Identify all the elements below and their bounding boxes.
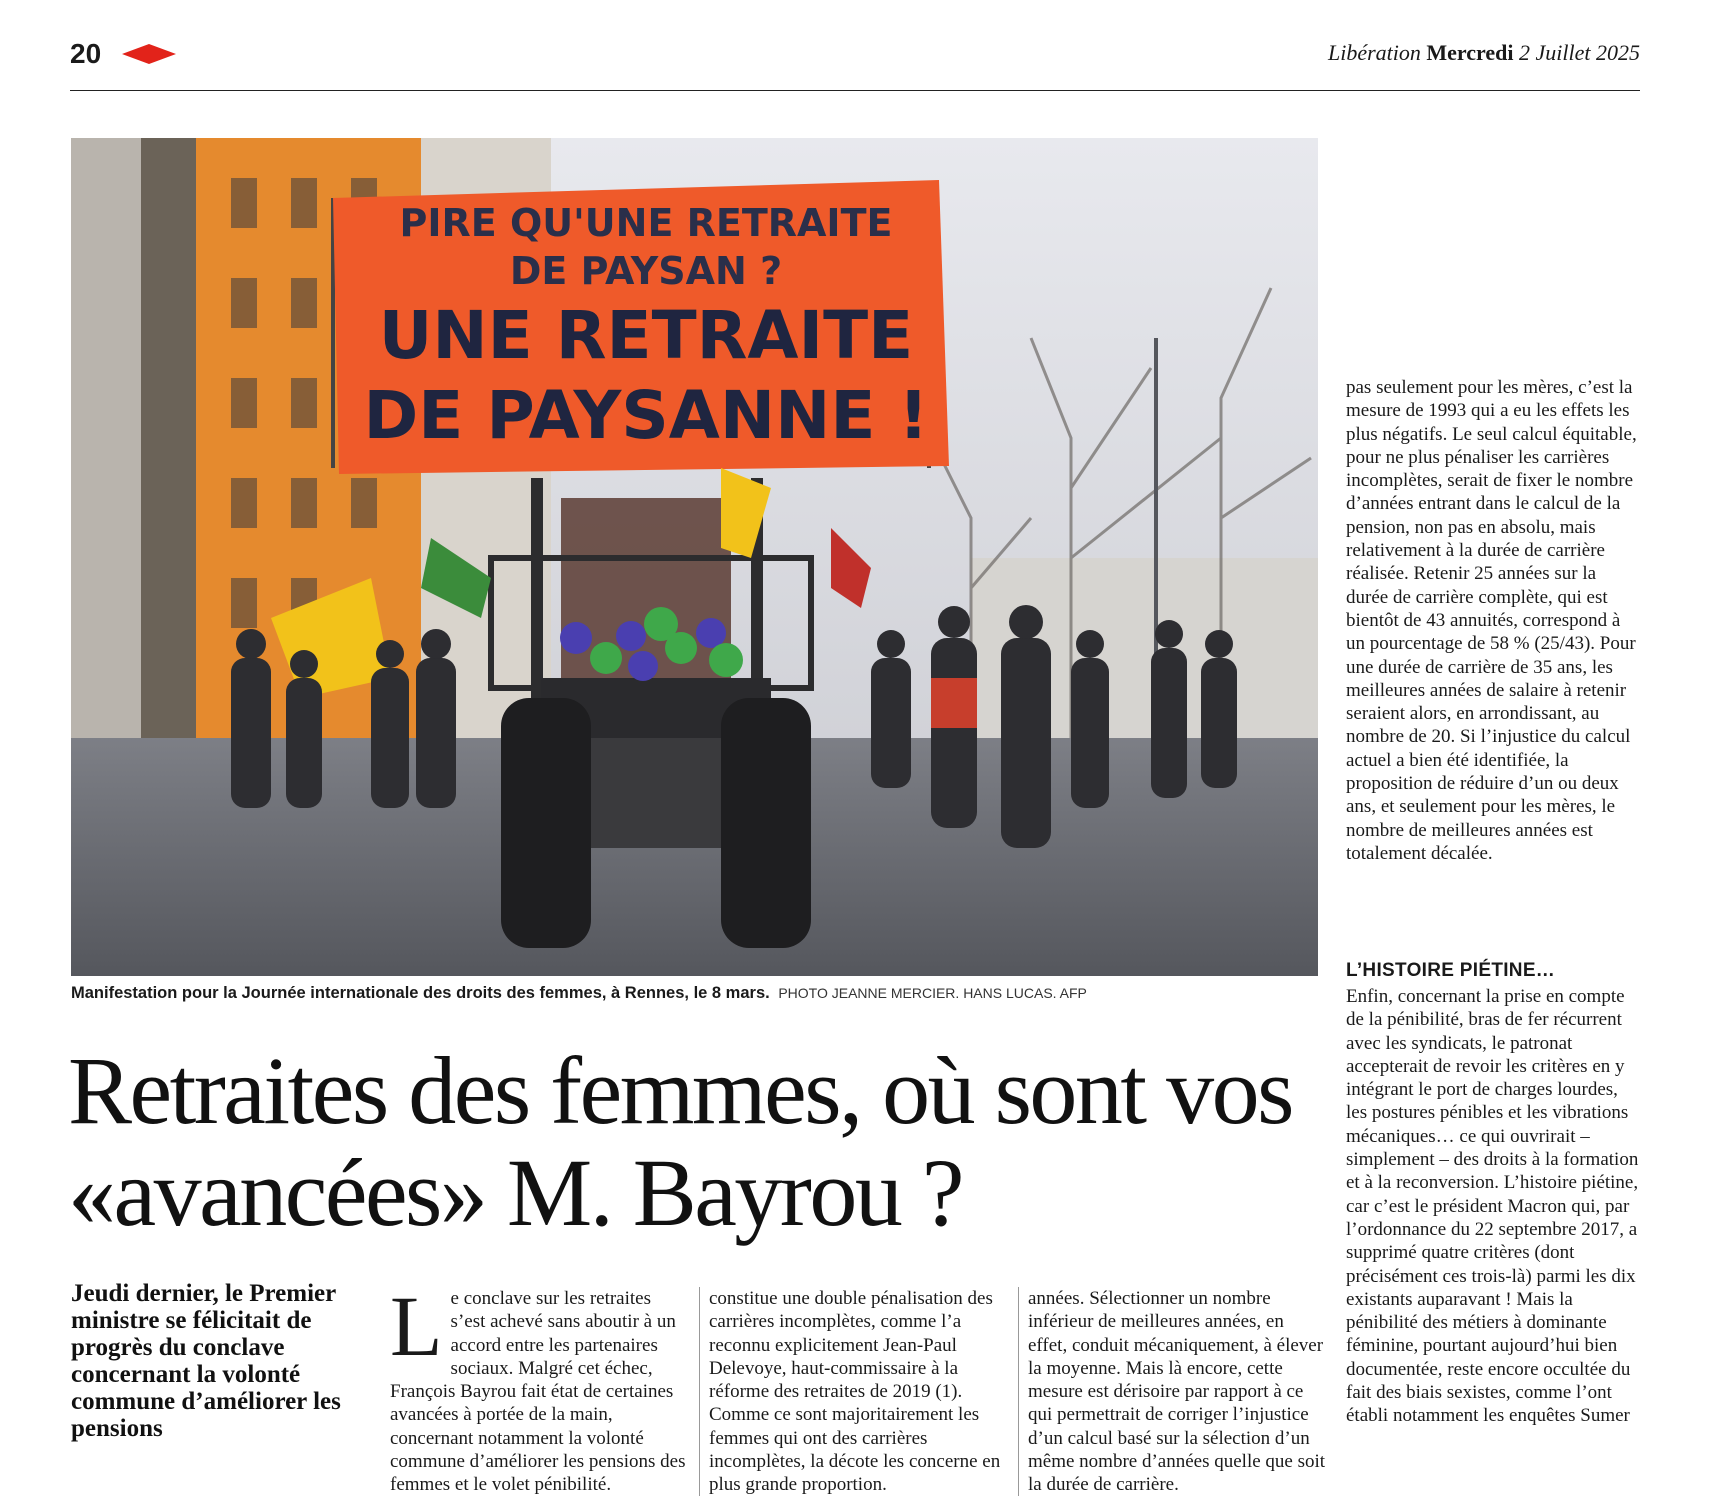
right-column-top [1346,376,1641,936]
right-text-bottom: Enfin, concernant la prise en compte de la pénibilité, bras de fer récurrent avec les syndicats, le patronat accepterait de revoir les critères en y intégrant le port de charges lourdes, les postures pénibles et les vibrations mécaniques… ce qui ouvrirait – simplement – des droits à la formation et à la reconversion. L’histoire piétine, car c’est le président Macron qui, par l’ordonnance du 22 septembre 2017, a supprimé quatre critères (dont précisément ces trois-là) parmi les dix existants auparavant ! Mais la pénibilité des métiers à dominante féminine, pourtant aujourd’hui bien documentée, reste encore occultée du fait des biais sexistes, comme l’ont établi notamment les enquêtes Sumer [1346,986,1639,1427]
right-column-bottom [1346,985,1641,1496]
body-text-2: constitue une double pénalisation des carrières incomplètes, comme l’a reconnu explicitement Jean-Paul Delevoye, haut-commissaire à la réforme des retraites de 2019 (1). Comme ce sont majoritairement les femmes qui ont des carrières incomplètes, la décote les concerne en plus grande proportion. [709,1288,1001,1496]
body-text-1: e conclave sur les retraites s’est achevé sans aboutir à un accord entre les partenaires sociaux. Malgré cet échec, François Bayrou fait état de certaines avancées à portée de la main, concernant notamment la volonté commune d’améliorer les pensions des femmes et le volet pénibilité. [390,1288,686,1496]
right-text-top: pas seulement pour les mères, c’est la mesure de 1993 qui a eu les effets les plus négatifs. Le seul calcul équitable, pour ne plus pénaliser les carrières incomplètes, serait de fixer le nombre d’années entrant dans le calcul de la pension, non pas en absolu, mais relativement à la durée de carrière réalisée. Retenir 25 années sur la durée de carrière complète, qui est bientôt de 43 annuités, correspond à un pourcentage de 58 % (25/43). Pour une durée de carrière de 35 ans, les meilleures années de salaire à retenir seraient alors, en arrondissant, au nombre de 20. Si l’injustice du calcul actuel a bien été identifiée, la proposition de réduire d’un ou deux ans, et seulement pour les mères, le nombre de meilleures années est totalement décalée. [1346,377,1637,864]
article-headline: Retraites des femmes, où sont vos «avancées» M. Bayrou ? [68,1037,1292,1246]
page-folio [70,38,1640,92]
svg-text:PIRE QU'UNE RETRAITE: PIRE QU'UNE RETRAITE [399,201,893,245]
caption-text: Manifestation pour la Journée internationale des droits des femmes, à Rennes, le 8 mars. [71,984,770,1002]
svg-text:DE PAYSANNE !: DE PAYSANNE ! [363,377,929,454]
weekday: Mercredi [1426,40,1514,65]
page-number: 20 [70,38,102,69]
article-lede: Jeudi dernier, le Premier ministre se félicitait de progrès du conclave concernant la volonté commune d’améliorer les pensions [71,1280,341,1442]
svg-text:UNE RETRAITE: UNE RETRAITE [378,297,914,374]
liberation-diamond-logo [122,44,176,64]
svg-text:DE PAYSAN ?: DE PAYSAN ? [509,249,783,293]
body-text-3: années. Sélectionner un nombre inférieur de meilleures années, en effet, conduit mécaniquement, à élever la moyenne. Mais là encore, cette mesure est dérisoire par rapport à ce qui permettrait de corriger l’injustice d’un calcul basé sur la sélection d’un même nombre d’années quelle que soit la durée de carrière. [1028,1288,1326,1496]
issue-date: 2 Juillet 2025 [1519,40,1640,65]
column-divider [1018,1287,1019,1496]
body-column-1 [390,1287,688,1496]
publication-name: Libération [1327,40,1421,65]
protest-banner [333,180,949,474]
body-column-2 [709,1287,1007,1496]
body-column-3 [1028,1287,1326,1496]
tree-trunk [141,138,196,818]
article-photo [71,138,1318,976]
drop-cap: L [390,1287,443,1374]
masthead [1328,40,1640,66]
photo-caption [71,984,1331,1003]
photo-credit: PHOTO JEANNE MERCIER. HANS LUCAS. AFP [778,985,1087,1001]
column-divider [699,1287,700,1496]
section-subhead: L’HISTOIRE PIÉTINE… [1346,960,1556,981]
header-rule [70,90,1640,91]
